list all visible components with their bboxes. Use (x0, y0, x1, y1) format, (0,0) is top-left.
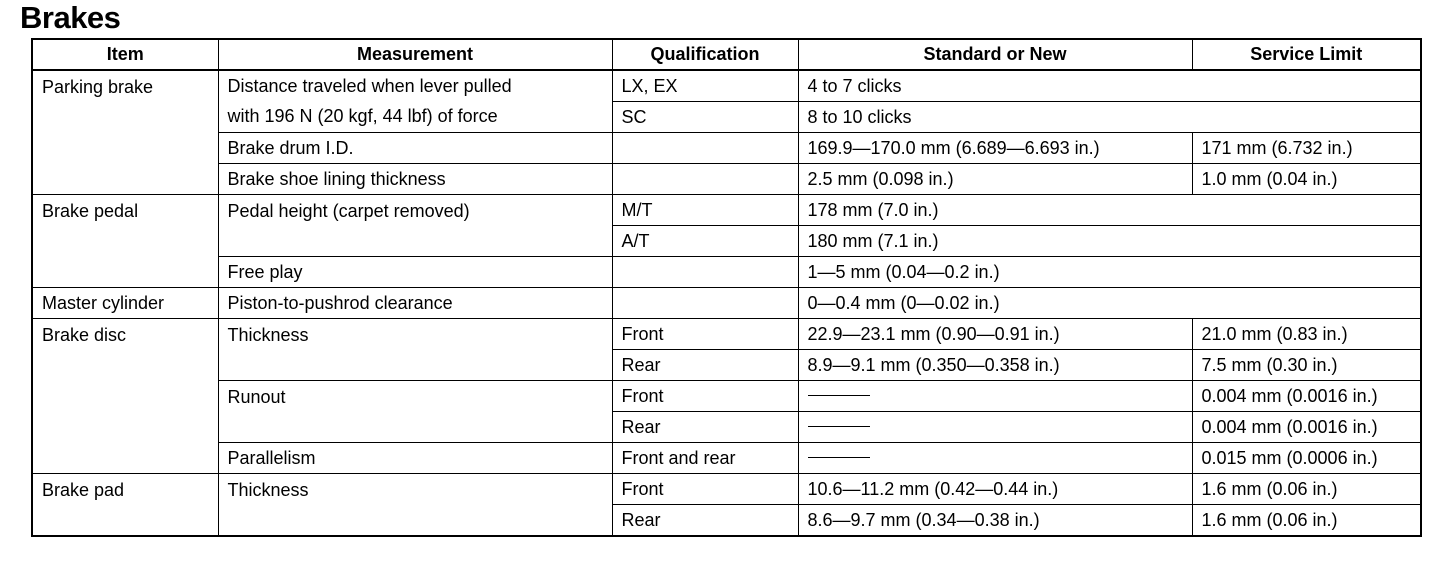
page-title: Brakes (20, 0, 121, 35)
qualification-rear: Rear (612, 350, 798, 381)
measurement-runout: Runout (218, 381, 612, 443)
item-parking-brake: Parking brake (32, 70, 218, 195)
qualification-front: Front (612, 474, 798, 505)
limit-pad-rear: 1.6 mm (0.06 in.) (1192, 505, 1421, 537)
standard-not-applicable (798, 443, 1192, 474)
dash-mark (808, 457, 870, 458)
item-brake-pad: Brake pad (32, 474, 218, 537)
table-row (32, 257, 1421, 288)
limit-parallelism: 0.015 mm (0.0006 in.) (1192, 443, 1421, 474)
limit-drum-id: 171 mm (6.732 in.) (1192, 133, 1421, 164)
standard-pad-rear: 8.6—9.7 mm (0.34—0.38 in.) (798, 505, 1192, 537)
limit-disc-thickness-rear: 7.5 mm (0.30 in.) (1192, 350, 1421, 381)
standard-piston-clearance: 0—0.4 mm (0—0.02 in.) (798, 288, 1421, 319)
qualification-empty (612, 133, 798, 164)
measurement-piston-clearance: Piston-to-pushrod clearance (218, 288, 612, 319)
qualification-mt: M/T (612, 195, 798, 226)
item-brake-disc: Brake disc (32, 319, 218, 474)
limit-disc-thickness-front: 21.0 mm (0.83 in.) (1192, 319, 1421, 350)
measurement-shoe-lining: Brake shoe lining thickness (218, 164, 612, 195)
table-row (32, 164, 1421, 195)
qualification-front: Front (612, 319, 798, 350)
standard-pad-front: 10.6—11.2 mm (0.42—0.44 in.) (798, 474, 1192, 505)
table-row (32, 195, 1421, 226)
standard-lx-ex: 4 to 7 clicks (798, 70, 1421, 102)
qualification-at: A/T (612, 226, 798, 257)
limit-pad-front: 1.6 mm (0.06 in.) (1192, 474, 1421, 505)
standard-not-applicable (798, 412, 1192, 443)
qualification-sc: SC (612, 102, 798, 133)
standard-not-applicable (798, 381, 1192, 412)
qualification-empty (612, 164, 798, 195)
table-row (32, 70, 1421, 102)
standard-disc-thickness-rear: 8.9—9.1 mm (0.350—0.358 in.) (798, 350, 1192, 381)
qualification-front: Front (612, 381, 798, 412)
dash-mark (808, 426, 870, 427)
header-measurement: Measurement (218, 39, 612, 70)
table-row (32, 474, 1421, 505)
qualification-empty (612, 257, 798, 288)
measurement-disc-thickness: Thickness (218, 319, 612, 381)
standard-mt: 178 mm (7.0 in.) (798, 195, 1421, 226)
standard-free-play: 1—5 mm (0.04—0.2 in.) (798, 257, 1421, 288)
table-row (32, 102, 1421, 133)
table-row (32, 288, 1421, 319)
header-item: Item (32, 39, 218, 70)
header-row (32, 39, 1421, 70)
limit-runout-front: 0.004 mm (0.0016 in.) (1192, 381, 1421, 412)
qualification-rear: Rear (612, 412, 798, 443)
qualification-empty (612, 288, 798, 319)
limit-shoe-lining: 1.0 mm (0.04 in.) (1192, 164, 1421, 195)
qualification-lx-ex: LX, EX (612, 70, 798, 102)
standard-disc-thickness-front: 22.9—23.1 mm (0.90—0.91 in.) (798, 319, 1192, 350)
standard-shoe-lining: 2.5 mm (0.098 in.) (798, 164, 1192, 195)
measurement-pedal-height: Pedal height (carpet removed) (218, 195, 612, 257)
standard-sc: 8 to 10 clicks (798, 102, 1421, 133)
item-brake-pedal: Brake pedal (32, 195, 218, 288)
table-row (32, 319, 1421, 350)
header-service-limit: Service Limit (1192, 39, 1421, 70)
standard-drum-id: 169.9—170.0 mm (6.689—6.693 in.) (798, 133, 1192, 164)
standard-at: 180 mm (7.1 in.) (798, 226, 1421, 257)
qualification-front-and-rear: Front and rear (612, 443, 798, 474)
dash-mark (808, 395, 870, 396)
measurement-pad-thickness: Thickness (218, 474, 612, 537)
table-row (32, 381, 1421, 412)
measurement-parallelism: Parallelism (218, 443, 612, 474)
table-row (32, 443, 1421, 474)
measurement-distance-line1: Distance traveled when lever pulled (218, 70, 612, 102)
header-qualification: Qualification (612, 39, 798, 70)
measurement-free-play: Free play (218, 257, 612, 288)
qualification-rear: Rear (612, 505, 798, 537)
item-master-cylinder: Master cylinder (32, 288, 218, 319)
brakes-spec-table (31, 38, 1422, 537)
header-standard: Standard or New (798, 39, 1192, 70)
table-row (32, 133, 1421, 164)
measurement-drum-id: Brake drum I.D. (218, 133, 612, 164)
measurement-distance-line2: with 196 N (20 kgf, 44 lbf) of force (218, 102, 612, 133)
limit-runout-rear: 0.004 mm (0.0016 in.) (1192, 412, 1421, 443)
